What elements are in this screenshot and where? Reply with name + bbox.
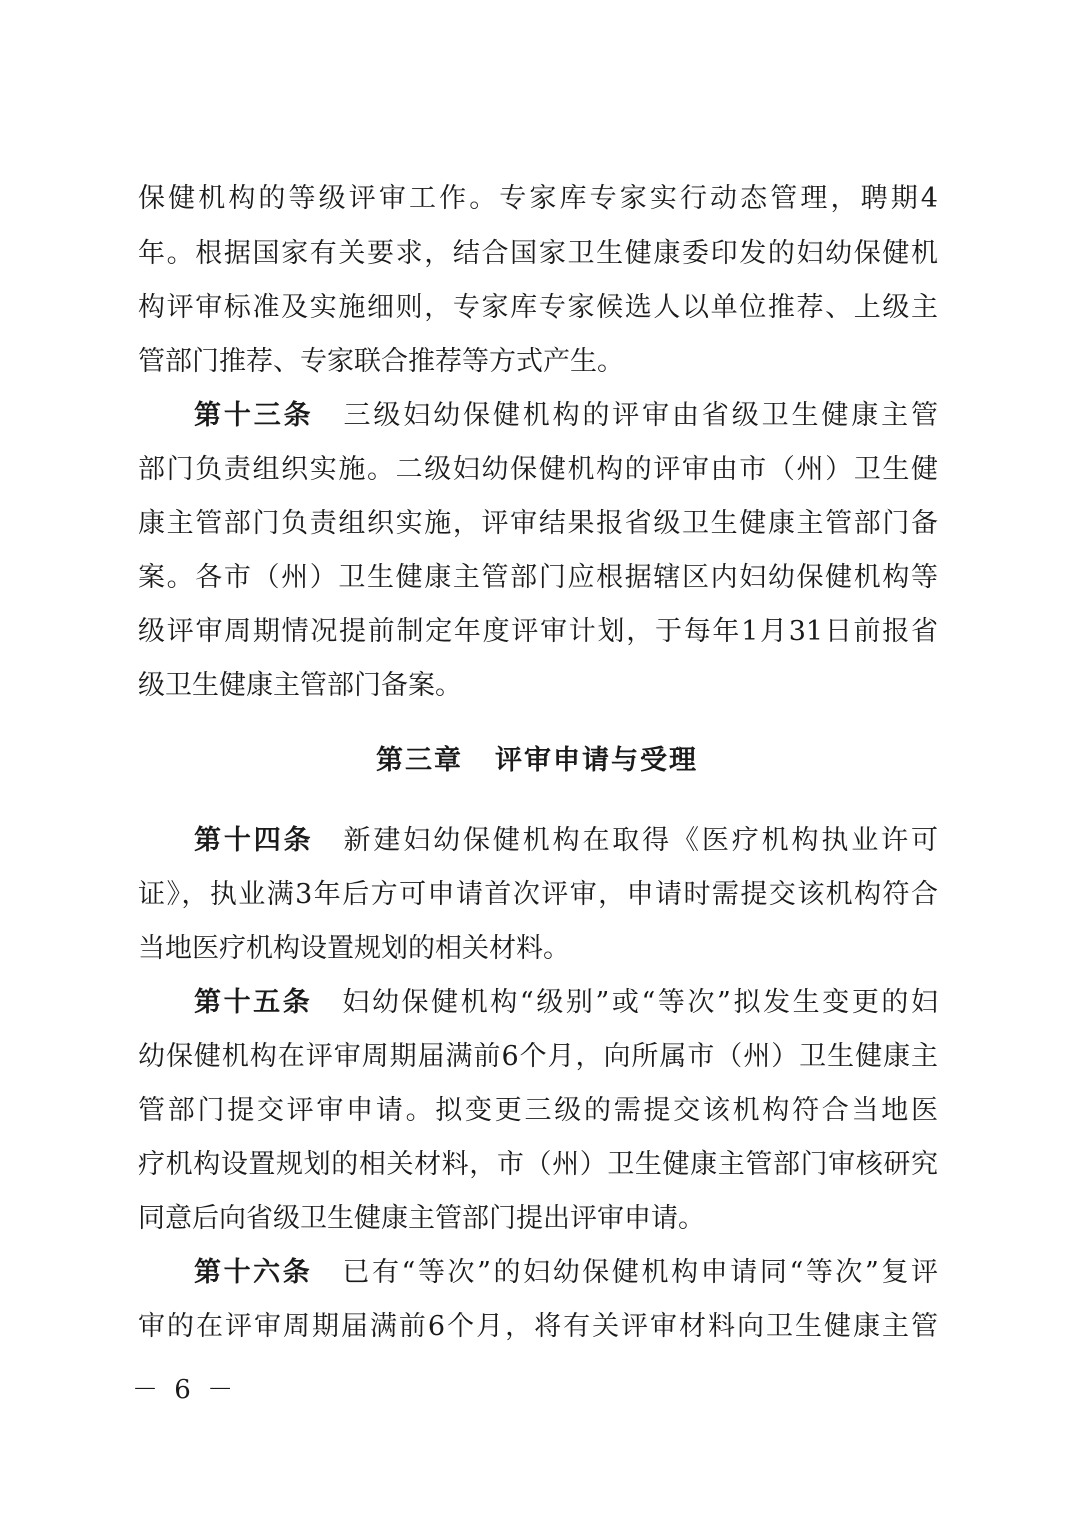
text-line: 证》，执业满3年后方可申请首次评审，申请时需提交该机构符合 <box>138 879 938 910</box>
chapter-heading <box>0 736 1074 786</box>
text-line: 管部门推荐、专家联合推荐等方式产生。 <box>138 346 624 377</box>
article-first-line <box>194 1248 938 1298</box>
text-line: 部门负责组织实施。二级妇幼保健机构的评审由市（州）卫生健 <box>138 454 938 485</box>
text-line: 构评审标准及实施细则，专家库专家候选人以单位推荐、上级主 <box>138 292 938 323</box>
text-line: 保健机构的等级评审工作。专家库专家实行动态管理，聘期4 <box>138 183 938 214</box>
text-line: 康主管部门负责组织实施，评审结果报省级卫生健康主管部门备 <box>138 508 938 539</box>
article-text: 新建妇幼保健机构在取得《医疗机构执业许可 <box>343 825 938 856</box>
article-first-line <box>194 816 938 866</box>
text-line: 年。根据国家有关要求，结合国家卫生健康委印发的妇幼保健机 <box>138 238 938 269</box>
article-text: 三级妇幼保健机构的评审由省级卫生健康主管 <box>343 400 938 431</box>
article-label: 第十四条 <box>194 825 314 856</box>
article-text: 妇幼保健机构“级别”或“等次”拟发生变更的妇 <box>342 987 938 1018</box>
text-line: 同意后向省级卫生健康主管部门提出评审申请。 <box>138 1203 705 1234</box>
page-number: － 6 － <box>132 1375 238 1405</box>
article-label: 第十五条 <box>194 987 313 1018</box>
article-first-line <box>194 391 938 441</box>
text-line: 审的在评审周期届满前6个月，将有关评审材料向卫生健康主管 <box>138 1311 938 1342</box>
text-line: 当地医疗机构设置规划的相关材料。 <box>138 933 570 964</box>
article-label: 第十三条 <box>194 400 314 431</box>
text-line: 级卫生健康主管部门备案。 <box>138 670 462 701</box>
article-text: 已有“等次”的妇幼保健机构申请同“等次”复评 <box>342 1257 938 1288</box>
text-line: 管部门提交评审申请。拟变更三级的需提交该机构符合当地医 <box>138 1095 938 1126</box>
article-label: 第十六条 <box>194 1257 313 1288</box>
text-line: 幼保健机构在评审周期届满前6个月，向所属市（州）卫生健康主 <box>138 1041 938 1072</box>
text-line: 疗机构设置规划的相关材料，市（州）卫生健康主管部门审核研究 <box>138 1149 938 1180</box>
chapter-title: 评审申请与受理 <box>495 745 698 776</box>
chapter-number: 第三章 <box>376 745 463 776</box>
text-line: 案。各市（州）卫生健康主管部门应根据辖区内妇幼保健机构等 <box>138 562 938 593</box>
article-first-line <box>194 978 938 1028</box>
text-line: 级评审周期情况提前制定年度评审计划，于每年1月31日前报省 <box>138 616 938 647</box>
